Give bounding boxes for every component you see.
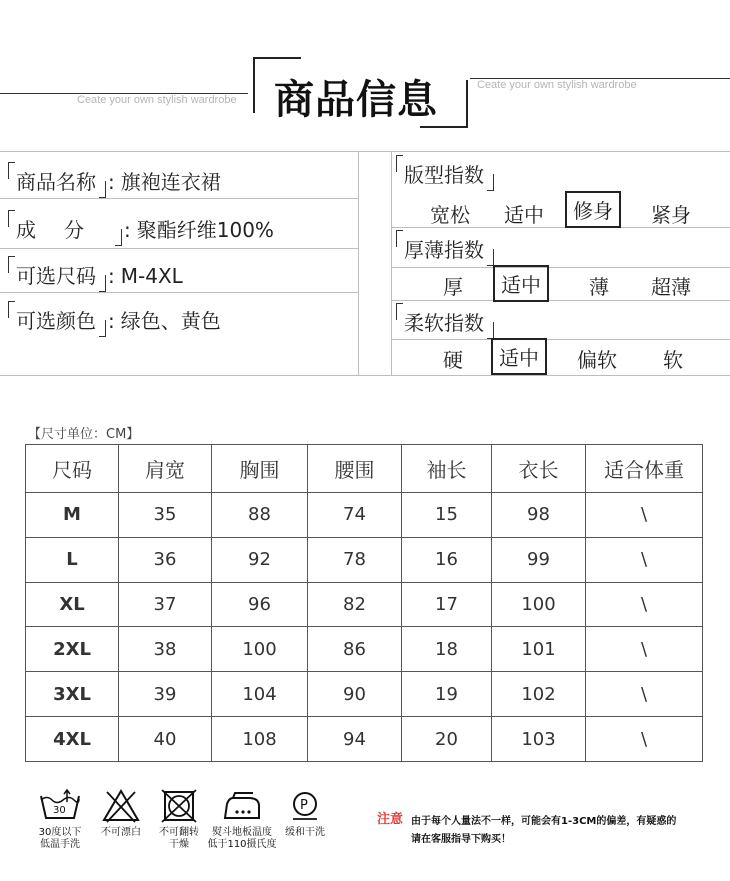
care-label: 干燥: [169, 839, 189, 850]
table-cell: 16: [402, 537, 492, 582]
column-header: 胸围: [212, 445, 308, 493]
care-label: 不可漂白: [101, 827, 141, 838]
divider: [391, 300, 730, 301]
table-cell: 102: [492, 672, 586, 717]
info-row-material: [8, 214, 274, 243]
care-item-low-iron: [203, 788, 281, 851]
divider: [0, 198, 358, 199]
dry-clean-letter: P: [300, 798, 308, 813]
column-header: 尺码: [26, 445, 119, 493]
info-label: 成分: [8, 214, 122, 243]
table-cell: \: [586, 493, 703, 538]
divider: [358, 152, 359, 375]
table-cell: 17: [402, 582, 492, 627]
softness-index-title: 柔软指数: [396, 307, 494, 336]
table-row: [26, 582, 703, 627]
info-value: 绿色、黄色: [120, 309, 221, 333]
size-unit-label: 【尺寸单位：CM】: [28, 427, 140, 442]
table-cell: XL: [26, 582, 119, 627]
care-label: 30度以下: [38, 827, 82, 838]
thickness-option-thick: 厚: [443, 275, 463, 299]
table-cell: 100: [212, 627, 308, 672]
table-cell: \: [586, 717, 703, 762]
divider: [391, 267, 730, 268]
info-label: 可选颜色: [8, 305, 106, 334]
tagline-right: Ceate your own stylish wardrobe: [477, 79, 637, 91]
table-cell: 78: [308, 537, 402, 582]
info-label: 商品名称: [8, 166, 106, 195]
table-cell: 38: [119, 627, 212, 672]
divider: [0, 292, 358, 293]
table-cell: 96: [212, 582, 308, 627]
softness-option-hard: 硬: [443, 348, 463, 372]
fit-option-slim-selected: 修身: [565, 191, 621, 228]
table-cell: \: [586, 672, 703, 717]
table-cell: 74: [308, 493, 402, 538]
table-cell: 18: [402, 627, 492, 672]
care-label: 低温手洗: [40, 839, 80, 850]
info-colon: :: [108, 309, 115, 333]
info-colon: :: [108, 264, 115, 288]
table-cell: 98: [492, 493, 586, 538]
table-cell: 20: [402, 717, 492, 762]
wash-temp-text: 30: [53, 805, 66, 816]
table-cell: 92: [212, 537, 308, 582]
table-cell: 90: [308, 672, 402, 717]
table-cell: M: [26, 493, 119, 538]
table-row: [26, 493, 703, 538]
divider: [0, 248, 358, 249]
table-cell: 35: [119, 493, 212, 538]
thickness-index-title: 厚薄指数: [396, 234, 494, 263]
table-cell: 2XL: [26, 627, 119, 672]
softness-option-regular-selected: 适中: [491, 338, 547, 375]
table-cell: 82: [308, 582, 402, 627]
page-title: 商品信息: [274, 77, 438, 123]
table-cell: 101: [492, 627, 586, 672]
care-item-no-tumble-dry: [154, 788, 204, 851]
table-cell: 86: [308, 627, 402, 672]
table-cell: 108: [212, 717, 308, 762]
divider: [391, 339, 730, 340]
info-colon: :: [124, 218, 131, 242]
table-cell: 103: [492, 717, 586, 762]
tagline-left: Ceate your own stylish wardrobe: [77, 94, 237, 106]
table-cell: 37: [119, 582, 212, 627]
table-cell: 99: [492, 537, 586, 582]
table-cell: 3XL: [26, 672, 119, 717]
table-cell: 36: [119, 537, 212, 582]
fit-index-title: 版型指数: [396, 159, 494, 188]
table-cell: 88: [212, 493, 308, 538]
info-value: M-4XL: [120, 264, 183, 288]
fit-option-regular: 适中: [504, 203, 544, 227]
info-value: 聚酯纤维100%: [136, 218, 274, 242]
table-cell: \: [586, 627, 703, 672]
fit-option-tight: 紧身: [651, 203, 691, 227]
table-cell: 19: [402, 672, 492, 717]
care-label: 缓和干洗: [285, 827, 325, 838]
note-text: 由于每个人量法不一样，可能会有1-3CM的偏差，有疑惑的: [411, 816, 677, 827]
care-label: 不可翻转: [159, 827, 199, 838]
softness-option-soft: 软: [663, 348, 683, 372]
column-header: 衣长: [492, 445, 586, 493]
table-cell: 4XL: [26, 717, 119, 762]
size-table: [25, 444, 703, 762]
iron-low-icon: [219, 788, 265, 824]
table-row: [26, 627, 703, 672]
size-table-header-row: [26, 445, 703, 493]
no-bleach-icon: [101, 788, 141, 824]
info-value: 旗袍连衣裙: [120, 170, 221, 194]
thickness-option-regular-selected: 适中: [493, 265, 549, 302]
column-header: 袖长: [402, 445, 492, 493]
table-cell: 94: [308, 717, 402, 762]
thickness-option-extra-thin: 超薄: [651, 275, 691, 299]
info-row-colors: [8, 305, 221, 334]
divider: [391, 152, 392, 375]
table-cell: L: [26, 537, 119, 582]
note-text: 请在客服指导下购买！: [411, 834, 511, 845]
no-tumble-dry-icon: [160, 788, 198, 824]
product-info-panel: [0, 151, 730, 376]
table-cell: \: [586, 582, 703, 627]
table-row: [26, 717, 703, 762]
care-item-gentle-dry-clean: [280, 788, 330, 839]
care-item-no-bleach: [96, 788, 146, 839]
table-row: [26, 672, 703, 717]
info-colon: :: [108, 170, 115, 194]
wash-30-icon: [37, 788, 83, 824]
info-label: 可选尺码: [8, 260, 106, 289]
info-row-sizes: [8, 260, 183, 289]
care-label: 熨斗地板温度: [212, 827, 272, 838]
softness-option-soft-ish: 偏软: [577, 348, 617, 372]
info-row-name: [8, 166, 221, 195]
note-title: 注意: [377, 812, 404, 827]
care-label: 低于110摄氏度: [207, 839, 277, 850]
table-cell: \: [586, 537, 703, 582]
thickness-option-thin: 薄: [589, 275, 609, 299]
care-item-hand-wash: [31, 788, 89, 851]
table-cell: 104: [212, 672, 308, 717]
table-cell: 100: [492, 582, 586, 627]
table-cell: 40: [119, 717, 212, 762]
table-row: [26, 537, 703, 582]
column-header: 腰围: [308, 445, 402, 493]
column-header: 适合体重: [586, 445, 703, 493]
column-header: 肩宽: [119, 445, 212, 493]
fit-option-loose: 宽松: [430, 203, 470, 227]
table-cell: 39: [119, 672, 212, 717]
table-cell: 15: [402, 493, 492, 538]
dry-clean-p-icon: [287, 788, 323, 824]
